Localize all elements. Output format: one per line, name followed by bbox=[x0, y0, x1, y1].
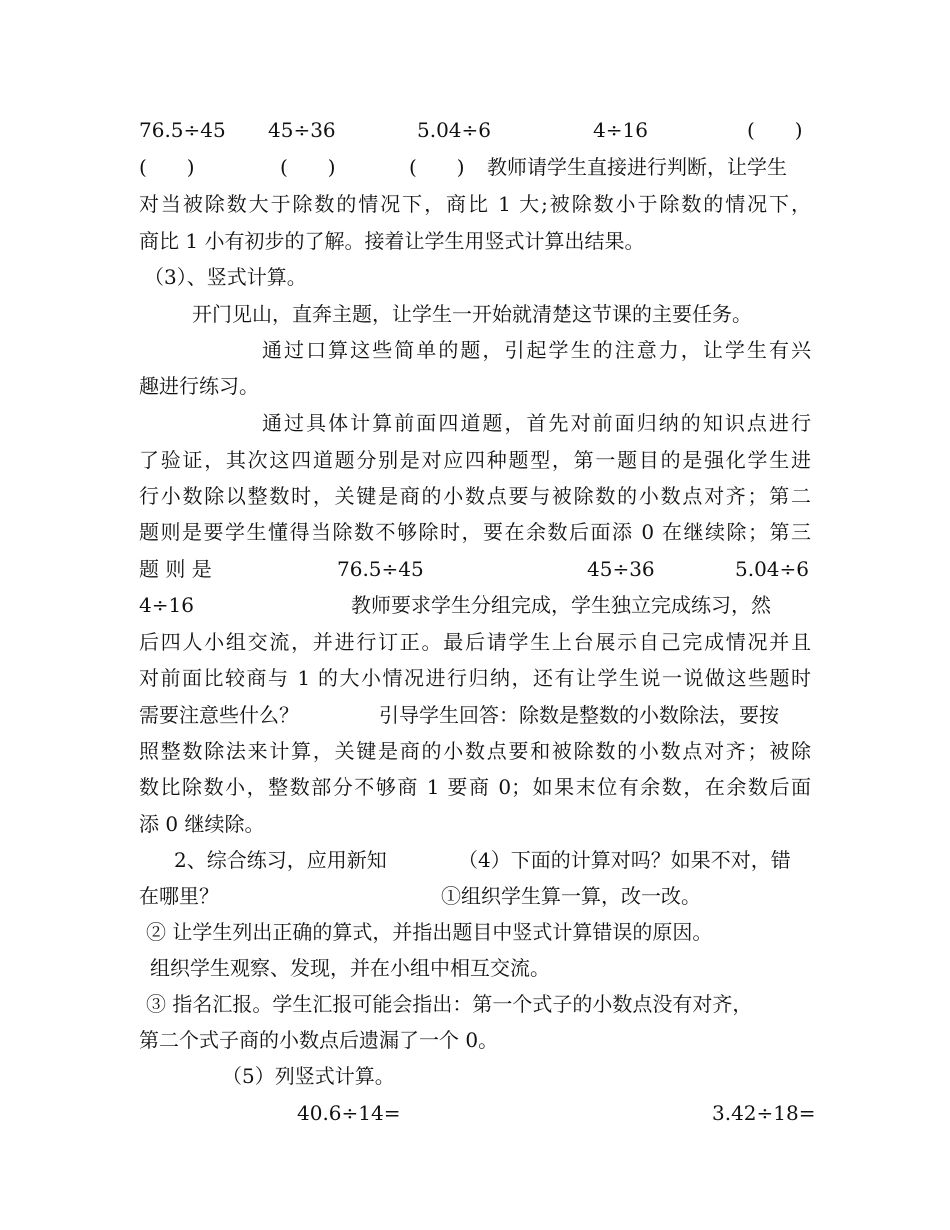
paragraph-text: 在哪里？ bbox=[139, 884, 219, 908]
paragraph-text: 数比除数小，整数部分不够商 1 要商 0；如果末位有余数，在余数后面 bbox=[139, 775, 811, 799]
paragraph-text: 后四人小组交流，并进行订正。最后请学生上台展示自己完成情况并且 bbox=[139, 630, 811, 654]
paragraph-text: 题 则 是 bbox=[139, 557, 212, 581]
expression: 76.5÷45 bbox=[139, 118, 226, 142]
text-line bbox=[139, 550, 811, 588]
paragraph-text: 开门见山，直奔主题，让学生一开始就清楚这节课的主要任务。 bbox=[192, 302, 752, 326]
expression: 5.04÷6 bbox=[735, 557, 810, 581]
section-heading: 2、综合练习，应用新知 bbox=[174, 848, 387, 872]
paragraph-text: 对前面比较商与 1 的大小情况进行归纳，还有让学生说一说做这些题时 bbox=[139, 666, 811, 690]
paragraph-text: 行小数除以整数时，关键是商的小数点要与被除数的小数点对齐；第二 bbox=[139, 484, 811, 508]
answer-blank: ( ) bbox=[409, 155, 465, 179]
paragraph-text: 教师要求学生分组完成，学生独立完成练习，然 bbox=[351, 593, 771, 617]
text-line bbox=[139, 1094, 816, 1132]
paragraph-text: 引导学生回答：除数是整数的小数除法，要按 bbox=[379, 703, 779, 727]
paragraph-text: ③ 指名汇报。学生汇报可能会指出：第一个式子的小数点没有对齐， bbox=[146, 992, 753, 1016]
expression: 5.04÷6 bbox=[417, 118, 492, 142]
paragraph-text: 对当被除数大于除数的情况下，商比 1 大;被除数小于除数的情况下， bbox=[139, 192, 811, 216]
text-line bbox=[139, 841, 811, 879]
answer-blank: ( ) bbox=[747, 118, 803, 142]
paragraph-text: 通过具体计算前面四道题，首先对前面归纳的知识点进行 bbox=[262, 411, 811, 435]
text-line bbox=[139, 586, 811, 624]
paragraph-text: ①组织学生算一算，改一改。 bbox=[441, 884, 701, 908]
answer-blank: ( ) bbox=[139, 155, 195, 179]
answer-blank: ( ) bbox=[280, 155, 336, 179]
paragraph-text: 第二个式子商的小数点后遗漏了一个 0。 bbox=[139, 1028, 499, 1052]
paragraph-text: 添 0 继续除。 bbox=[139, 812, 265, 836]
section-heading: （5）列竖式计算。 bbox=[222, 1064, 395, 1088]
paragraph-text: 组织学生观察、发现，并在小组中相互交流。 bbox=[150, 956, 550, 980]
paragraph-text: 需要注意些什么？ bbox=[139, 703, 299, 727]
expression: 4÷16 bbox=[139, 593, 194, 617]
expression: 45÷36 bbox=[587, 557, 655, 581]
expression: 40.6÷14= bbox=[297, 1101, 401, 1125]
text-line bbox=[139, 696, 811, 734]
text-line bbox=[139, 111, 811, 149]
expression: 76.5÷45 bbox=[337, 557, 424, 581]
expression: 45÷36 bbox=[268, 118, 336, 142]
paragraph-text: 通过口算这些简单的题，引起学生的注意力，让学生有兴 bbox=[262, 338, 811, 362]
paragraph-text: 照整数除法来计算，关键是商的小数点要和被除数的小数点对齐；被除 bbox=[139, 739, 811, 763]
paragraph-text: 趣进行练习。 bbox=[139, 374, 259, 398]
expression: 3.42÷18= bbox=[712, 1101, 816, 1125]
text-line bbox=[139, 877, 811, 915]
paragraph-text: 教师请学生直接进行判断，让学生 bbox=[487, 155, 787, 179]
paragraph-text: 题则是要学生懂得当除数不够除时，要在余数后面添 0 在继续除；第三 bbox=[139, 520, 811, 544]
paragraph-text: 商比 1 小有初步的了解。接着让学生用竖式计算出结果。 bbox=[139, 229, 645, 253]
paragraph-text: 了验证，其次这四道题分别是对应四种题型，第一题目的是强化学生进 bbox=[139, 448, 811, 472]
expression: 4÷16 bbox=[593, 118, 648, 142]
paragraph-text: （4）下面的计算对吗？如果不对，错 bbox=[458, 848, 791, 872]
text-line bbox=[139, 148, 811, 186]
section-heading: （3）、竖式计算。 bbox=[144, 265, 307, 289]
paragraph-text: ② 让学生列出正确的算式，并指出题目中竖式计算错误的原因。 bbox=[146, 920, 713, 944]
